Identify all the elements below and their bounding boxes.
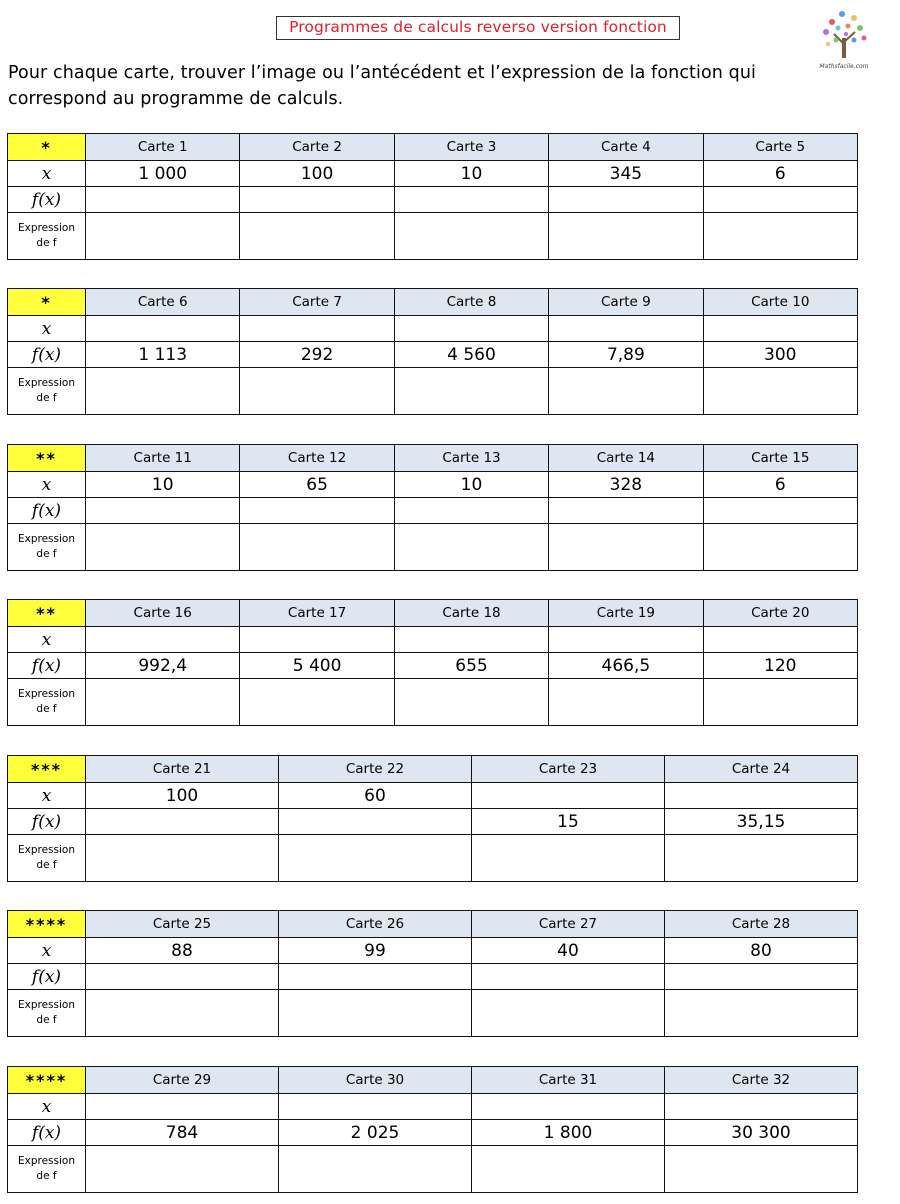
x-cell[interactable] <box>665 1094 858 1120</box>
card-header: Carte 18 <box>394 600 548 627</box>
x-cell[interactable]: 40 <box>472 938 665 964</box>
expression-label-line-1: Expression <box>18 533 75 545</box>
fx-cell[interactable] <box>240 498 394 524</box>
expression-cell[interactable] <box>549 524 703 571</box>
x-row <box>8 627 858 653</box>
expression-label-line-2: de f <box>36 548 57 560</box>
instructions <box>8 60 828 112</box>
card-header: Carte 16 <box>86 600 240 627</box>
difficulty-stars: *** <box>8 756 86 783</box>
x-cell[interactable]: 65 <box>240 472 394 498</box>
x-label: x <box>8 1094 86 1120</box>
expression-cell[interactable] <box>665 1146 858 1193</box>
x-row <box>8 783 858 809</box>
card-table-6 <box>7 910 858 1037</box>
expression-cell[interactable] <box>394 213 548 260</box>
x-cell[interactable] <box>549 627 703 653</box>
card-header: Carte 20 <box>703 600 857 627</box>
expression-row <box>8 524 858 571</box>
expression-cell[interactable] <box>703 213 857 260</box>
fx-label: f(x) <box>8 342 86 368</box>
expression-cell[interactable] <box>549 679 703 726</box>
card-header: Carte 6 <box>86 289 240 316</box>
card-table-4 <box>7 599 858 726</box>
x-row <box>8 1094 858 1120</box>
expression-row <box>8 679 858 726</box>
expression-cell[interactable] <box>279 835 472 882</box>
fx-cell[interactable] <box>394 187 548 213</box>
expression-cell[interactable] <box>86 990 279 1037</box>
expression-label-line-2: de f <box>36 859 57 871</box>
x-row <box>8 316 858 342</box>
expression-cell[interactable] <box>394 679 548 726</box>
expression-label <box>8 990 86 1037</box>
x-cell[interactable] <box>240 316 394 342</box>
card-header: Carte 4 <box>549 134 703 161</box>
card-header: Carte 31 <box>472 1067 665 1094</box>
logo-text: Mathsfacile.com <box>819 63 869 70</box>
card-header: Carte 32 <box>665 1067 858 1094</box>
x-cell[interactable] <box>86 1094 279 1120</box>
card-table-5 <box>7 755 858 882</box>
fx-label: f(x) <box>8 653 86 679</box>
fx-label: f(x) <box>8 809 86 835</box>
card-header: Carte 19 <box>549 600 703 627</box>
card-header: Carte 14 <box>549 445 703 472</box>
card-header: Carte 30 <box>279 1067 472 1094</box>
x-cell[interactable]: 100 <box>86 783 279 809</box>
expression-cell[interactable] <box>703 679 857 726</box>
expression-cell[interactable] <box>665 835 858 882</box>
card-header: Carte 11 <box>86 445 240 472</box>
expression-cell[interactable] <box>703 368 857 415</box>
header-row <box>8 600 858 627</box>
fx-cell[interactable]: 4 560 <box>394 342 548 368</box>
expression-cell[interactable] <box>472 835 665 882</box>
fx-label: f(x) <box>8 498 86 524</box>
fx-cell[interactable] <box>279 809 472 835</box>
x-cell[interactable] <box>665 783 858 809</box>
fx-row <box>8 809 858 835</box>
card-header: Carte 3 <box>394 134 548 161</box>
fx-cell[interactable] <box>703 187 857 213</box>
x-cell[interactable]: 10 <box>86 472 240 498</box>
x-row <box>8 161 858 187</box>
card-header: Carte 23 <box>472 756 665 783</box>
card-table-3 <box>7 444 858 571</box>
expression-label-line-1: Expression <box>18 844 75 856</box>
x-cell[interactable]: 6 <box>703 472 857 498</box>
fx-cell[interactable]: 5 400 <box>240 653 394 679</box>
expression-cell[interactable] <box>549 213 703 260</box>
fx-cell[interactable] <box>665 964 858 990</box>
expression-cell[interactable] <box>86 1146 279 1193</box>
card-header: Carte 15 <box>703 445 857 472</box>
x-cell[interactable]: 88 <box>86 938 279 964</box>
x-cell[interactable]: 60 <box>279 783 472 809</box>
expression-label <box>8 835 86 882</box>
card-header: Carte 24 <box>665 756 858 783</box>
difficulty-stars: ** <box>8 600 86 627</box>
header-row <box>8 1067 858 1094</box>
x-label: x <box>8 472 86 498</box>
worksheet-title: Programmes de calculs reverso version fonction <box>276 16 680 40</box>
expression-label-line-1: Expression <box>18 688 75 700</box>
x-cell[interactable]: 99 <box>279 938 472 964</box>
expression-cell[interactable] <box>665 990 858 1037</box>
expression-label-line-2: de f <box>36 392 57 404</box>
fx-cell[interactable]: 655 <box>394 653 548 679</box>
x-cell[interactable] <box>472 1094 665 1120</box>
expression-label-line-1: Expression <box>18 377 75 389</box>
expression-cell[interactable] <box>549 368 703 415</box>
card-header: Carte 13 <box>394 445 548 472</box>
x-cell[interactable] <box>86 316 240 342</box>
difficulty-stars: * <box>8 134 86 161</box>
expression-cell[interactable] <box>86 213 240 260</box>
fx-cell[interactable]: 1 113 <box>86 342 240 368</box>
expression-cell[interactable] <box>240 213 394 260</box>
expression-cell[interactable] <box>86 679 240 726</box>
x-label: x <box>8 938 86 964</box>
card-table-1 <box>7 133 858 260</box>
x-cell[interactable]: 10 <box>394 161 548 187</box>
fx-cell[interactable] <box>549 498 703 524</box>
expression-cell[interactable] <box>86 368 240 415</box>
card-header: Carte 28 <box>665 911 858 938</box>
expression-label <box>8 368 86 415</box>
fx-cell[interactable] <box>86 187 240 213</box>
expression-label-line-1: Expression <box>18 1155 75 1167</box>
card-header: Carte 1 <box>86 134 240 161</box>
fx-cell[interactable]: 466,5 <box>549 653 703 679</box>
expression-row <box>8 368 858 415</box>
fx-cell[interactable]: 7,89 <box>549 342 703 368</box>
fx-cell[interactable] <box>279 964 472 990</box>
expression-cell[interactable] <box>472 1146 665 1193</box>
x-cell[interactable] <box>394 316 548 342</box>
card-header: Carte 7 <box>240 289 394 316</box>
fx-cell[interactable]: 1 800 <box>472 1120 665 1146</box>
expression-label <box>8 213 86 260</box>
x-cell[interactable] <box>279 1094 472 1120</box>
x-cell[interactable] <box>394 627 548 653</box>
fx-label: f(x) <box>8 187 86 213</box>
fx-label: f(x) <box>8 1120 86 1146</box>
instructions-line-2: correspond au programme de calculs. <box>8 89 344 109</box>
x-cell[interactable] <box>472 783 665 809</box>
expression-label <box>8 1146 86 1193</box>
x-cell[interactable]: 6 <box>703 161 857 187</box>
expression-cell[interactable] <box>394 524 548 571</box>
expression-label-line-1: Expression <box>18 222 75 234</box>
fx-cell[interactable] <box>86 809 279 835</box>
fx-cell[interactable] <box>703 498 857 524</box>
fx-row <box>8 1120 858 1146</box>
fx-row <box>8 187 858 213</box>
expression-label-line-2: de f <box>36 703 57 715</box>
card-header: Carte 8 <box>394 289 548 316</box>
expression-label <box>8 524 86 571</box>
x-cell[interactable]: 1 000 <box>86 161 240 187</box>
card-header: Carte 26 <box>279 911 472 938</box>
fx-cell[interactable] <box>394 498 548 524</box>
card-header: Carte 29 <box>86 1067 279 1094</box>
expression-cell[interactable] <box>86 524 240 571</box>
fx-cell[interactable]: 30 300 <box>665 1120 858 1146</box>
x-cell[interactable] <box>549 316 703 342</box>
x-label: x <box>8 316 86 342</box>
difficulty-stars: **** <box>8 1067 86 1094</box>
expression-cell[interactable] <box>279 1146 472 1193</box>
fx-cell[interactable]: 784 <box>86 1120 279 1146</box>
x-label: x <box>8 161 86 187</box>
header-row <box>8 756 858 783</box>
expression-cell[interactable] <box>86 835 279 882</box>
card-header: Carte 9 <box>549 289 703 316</box>
fx-cell[interactable] <box>86 964 279 990</box>
expression-cell[interactable] <box>394 368 548 415</box>
expression-cell[interactable] <box>240 679 394 726</box>
expression-row <box>8 990 858 1037</box>
fx-cell[interactable]: 300 <box>703 342 857 368</box>
difficulty-stars: * <box>8 289 86 316</box>
x-label: x <box>8 627 86 653</box>
x-cell[interactable] <box>703 316 857 342</box>
instructions-line-1: Pour chaque carte, trouver l’image ou l’antécédent et l’expression de la fonction qui <box>8 63 756 83</box>
fx-cell[interactable]: 292 <box>240 342 394 368</box>
card-header: Carte 2 <box>240 134 394 161</box>
x-row <box>8 472 858 498</box>
expression-row <box>8 213 858 260</box>
expression-row <box>8 1146 858 1193</box>
x-label: x <box>8 783 86 809</box>
expression-label-line-2: de f <box>36 1170 57 1182</box>
card-table-7 <box>7 1066 858 1193</box>
card-header: Carte 22 <box>279 756 472 783</box>
card-header: Carte 21 <box>86 756 279 783</box>
fx-cell[interactable] <box>240 187 394 213</box>
fx-cell[interactable] <box>86 498 240 524</box>
difficulty-stars: **** <box>8 911 86 938</box>
fx-cell[interactable] <box>472 964 665 990</box>
expression-cell[interactable] <box>240 524 394 571</box>
header-row <box>8 134 858 161</box>
x-cell[interactable]: 80 <box>665 938 858 964</box>
card-table-2 <box>7 288 858 415</box>
fx-row <box>8 964 858 990</box>
fx-cell[interactable]: 2 025 <box>279 1120 472 1146</box>
x-cell[interactable] <box>240 627 394 653</box>
x-cell[interactable]: 10 <box>394 472 548 498</box>
difficulty-stars: ** <box>8 445 86 472</box>
header-row <box>8 289 858 316</box>
fx-cell[interactable] <box>549 187 703 213</box>
expression-row <box>8 835 858 882</box>
expression-label <box>8 679 86 726</box>
fx-cell[interactable]: 120 <box>703 653 857 679</box>
card-header: Carte 27 <box>472 911 665 938</box>
x-cell[interactable]: 345 <box>549 161 703 187</box>
x-cell[interactable] <box>703 627 857 653</box>
x-cell[interactable]: 328 <box>549 472 703 498</box>
header-row <box>8 911 858 938</box>
fx-row <box>8 498 858 524</box>
fx-cell[interactable]: 35,15 <box>665 809 858 835</box>
fx-cell[interactable]: 15 <box>472 809 665 835</box>
expression-cell[interactable] <box>703 524 857 571</box>
expression-cell[interactable] <box>472 990 665 1037</box>
fx-row <box>8 342 858 368</box>
card-header: Carte 17 <box>240 600 394 627</box>
header-row <box>8 445 858 472</box>
expression-label-line-1: Expression <box>18 999 75 1011</box>
card-header: Carte 5 <box>703 134 857 161</box>
expression-label-line-2: de f <box>36 237 57 249</box>
fx-label: f(x) <box>8 964 86 990</box>
fx-cell[interactable]: 992,4 <box>86 653 240 679</box>
x-row <box>8 938 858 964</box>
expression-cell[interactable] <box>279 990 472 1037</box>
card-header: Carte 10 <box>703 289 857 316</box>
card-header: Carte 25 <box>86 911 279 938</box>
x-cell[interactable] <box>86 627 240 653</box>
fx-row <box>8 653 858 679</box>
card-header: Carte 12 <box>240 445 394 472</box>
x-cell[interactable]: 100 <box>240 161 394 187</box>
expression-cell[interactable] <box>240 368 394 415</box>
expression-label-line-2: de f <box>36 1014 57 1026</box>
